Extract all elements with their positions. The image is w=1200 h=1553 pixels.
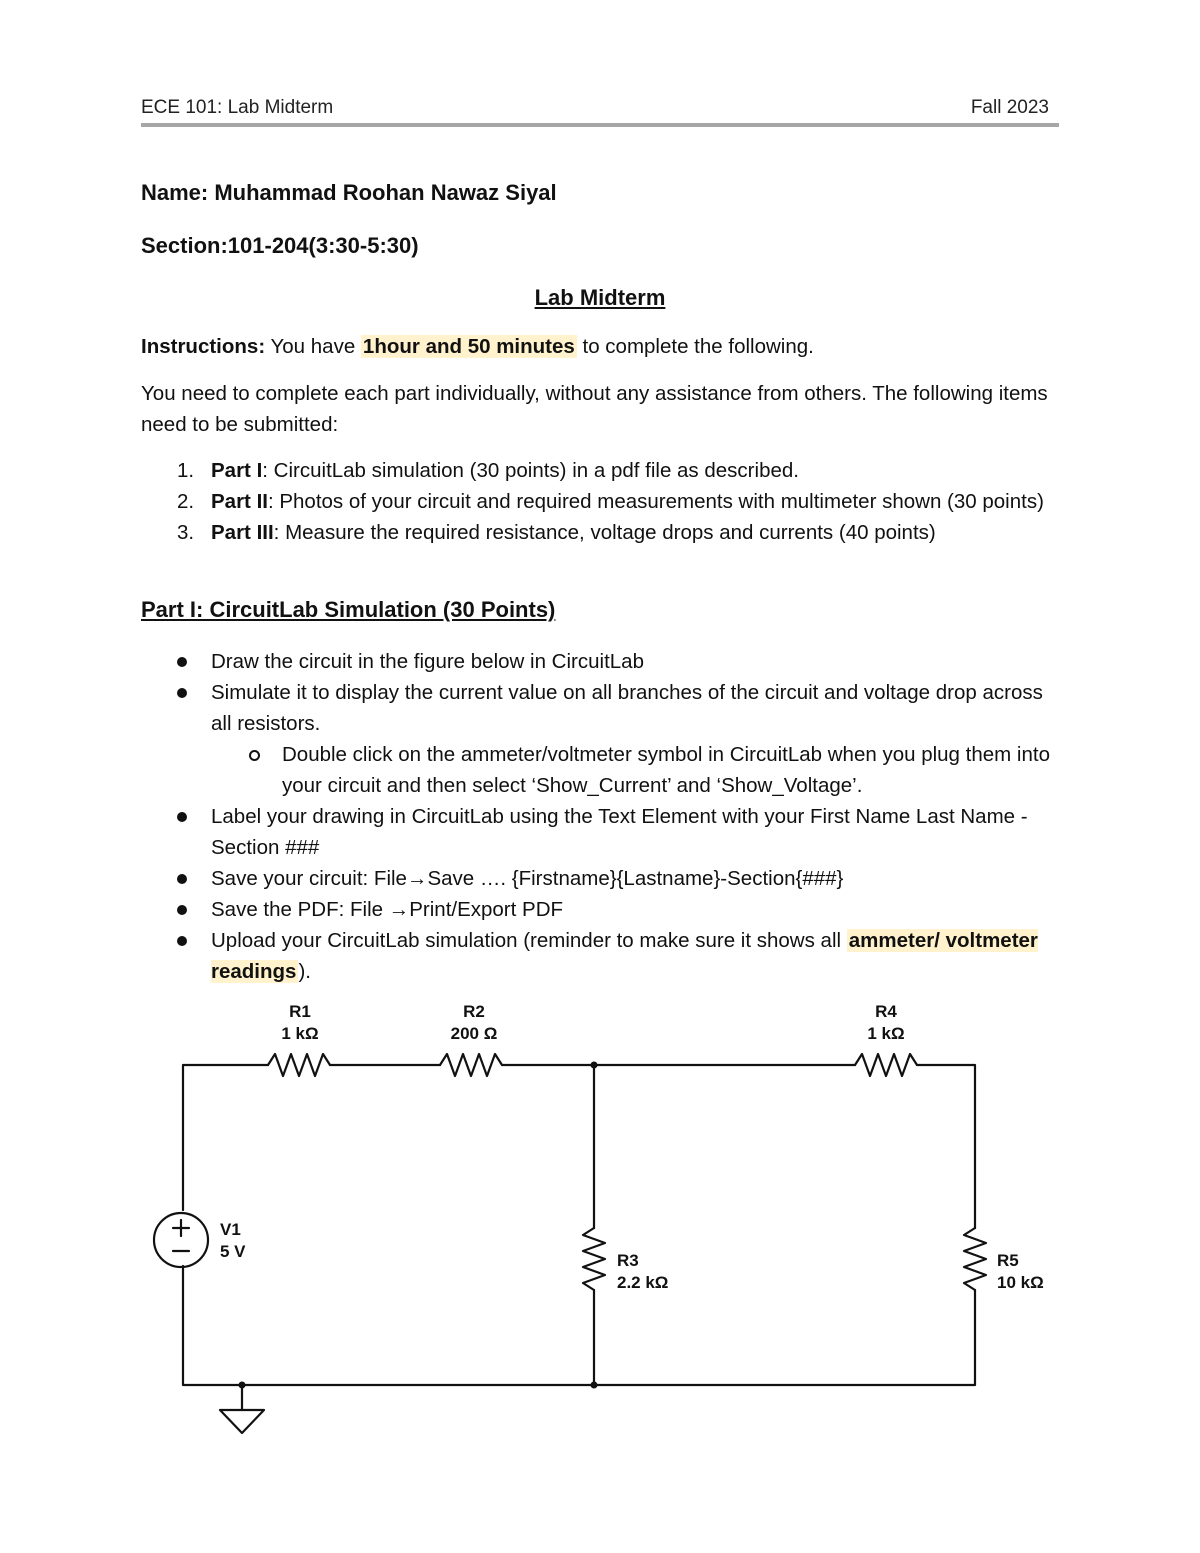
resistor-r2-symbol <box>440 1054 502 1076</box>
header-term: Fall 2023 <box>970 97 1049 118</box>
bullet-text-end: ). <box>298 960 311 983</box>
r3-value-label: 2.2 kΩ <box>617 1273 669 1292</box>
wire-top-left <box>183 1065 268 1210</box>
bullet-icon <box>177 812 187 822</box>
page-title: Lab Midterm <box>534 285 666 310</box>
bullet-icon <box>177 905 187 915</box>
list-item <box>141 677 1059 739</box>
item-text: : Measure the required resistance, voltage drops and currents (40 points) <box>273 521 936 544</box>
item-label: Part II <box>211 490 268 513</box>
instructions-label: Instructions: <box>141 335 266 358</box>
resistor-r1-symbol <box>268 1054 330 1076</box>
item-text: : CircuitLab simulation (30 points) in a pdf file as described. <box>262 459 799 482</box>
circuit-diagram <box>0 990 1200 1450</box>
bullet-icon <box>177 874 187 884</box>
header-course: ECE 101: Lab Midterm <box>141 97 334 118</box>
node-dot <box>239 1382 246 1389</box>
item-label: Part III <box>211 521 274 544</box>
list-item <box>141 486 1059 517</box>
bullet-icon <box>177 657 187 667</box>
item-number: 1. <box>177 459 195 482</box>
ground-icon <box>220 1410 264 1433</box>
item-text: : Photos of your circuit and required measurements with multimeter shown (30 points) <box>267 490 1044 513</box>
node-dot <box>591 1062 598 1069</box>
list-item <box>141 517 1059 548</box>
r1-value-label: 1 kΩ <box>281 1024 319 1043</box>
r4-value-label: 1 kΩ <box>867 1024 905 1043</box>
r5-value-label: 10 kΩ <box>997 1273 1044 1292</box>
student-section: Section:101-204(3:30-5:30) <box>141 233 419 258</box>
bullet-text: Label your drawing in CircuitLab using the Text Element with your First Name Last Name - Section ### <box>211 805 1028 859</box>
v1-name-label: V1 <box>220 1220 241 1239</box>
student-name: Name: Muhammad Roohan Nawaz Siyal <box>141 180 557 205</box>
list-item <box>141 925 1059 987</box>
bullet-text: Save the PDF: File →Print/Export PDF <box>211 898 564 921</box>
r3-name-label: R3 <box>617 1251 639 1270</box>
instructions-text-after: to complete the following. <box>576 335 814 358</box>
item-number: 3. <box>177 521 195 544</box>
list-item <box>141 646 1059 677</box>
resistor-r3-symbol <box>583 1228 605 1290</box>
resistor-r4-symbol <box>855 1054 917 1076</box>
wire-right-bottom <box>183 1266 975 1385</box>
submission-list <box>141 455 1059 548</box>
bullet-text: Double click on the ammeter/voltmeter symbol in CircuitLab when you plug them into your circuit and then select ‘Show_Current’ and ‘Show_Voltage’. <box>282 743 1050 797</box>
item-label: Part I <box>211 459 263 482</box>
upload-highlight: ammeter/ voltmeter readings <box>211 929 1038 983</box>
intro-paragraph: You need to complete each part individually, without any assistance from others. The following items need to be submitted: <box>141 382 1048 436</box>
r2-name-label: R2 <box>463 1002 485 1021</box>
sub-bullet-icon <box>249 750 260 761</box>
bullet-text: Save your circuit: File→Save …. {Firstname}{Lastname}-Section{###} <box>211 867 844 890</box>
bullet-text: Simulate it to display the current value on all branches of the circuit and voltage drop across all resistors. <box>211 681 1043 735</box>
r1-name-label: R1 <box>289 1002 311 1021</box>
list-item <box>141 801 1059 863</box>
time-highlight: 1hour and 50 minutes <box>362 335 575 358</box>
r2-value-label: 200 Ω <box>450 1024 498 1043</box>
instructions-text-before: You have <box>265 335 361 358</box>
list-item <box>141 894 1059 925</box>
part1-heading: Part I: CircuitLab Simulation (30 Points) <box>141 597 556 622</box>
instructions-paragraph <box>141 331 1059 362</box>
bullet-icon <box>177 688 187 698</box>
list-item <box>141 863 1059 894</box>
r5-name-label: R5 <box>997 1251 1019 1270</box>
bullet-icon <box>177 936 187 946</box>
part1-bullet-list <box>141 646 1059 987</box>
resistor-r5-symbol <box>964 1228 986 1290</box>
header-rule <box>141 123 1059 127</box>
node-dot <box>591 1382 598 1389</box>
bullet-text: Upload your CircuitLab simulation (reminder to make sure it shows all <box>211 929 847 952</box>
r4-name-label: R4 <box>875 1002 897 1021</box>
list-item <box>141 739 1059 801</box>
wire-top-right <box>917 1065 975 1228</box>
bullet-text: Draw the circuit in the figure below in CircuitLab <box>211 650 644 673</box>
v1-value-label: 5 V <box>220 1242 246 1261</box>
list-item <box>141 455 1059 486</box>
item-number: 2. <box>177 490 195 513</box>
